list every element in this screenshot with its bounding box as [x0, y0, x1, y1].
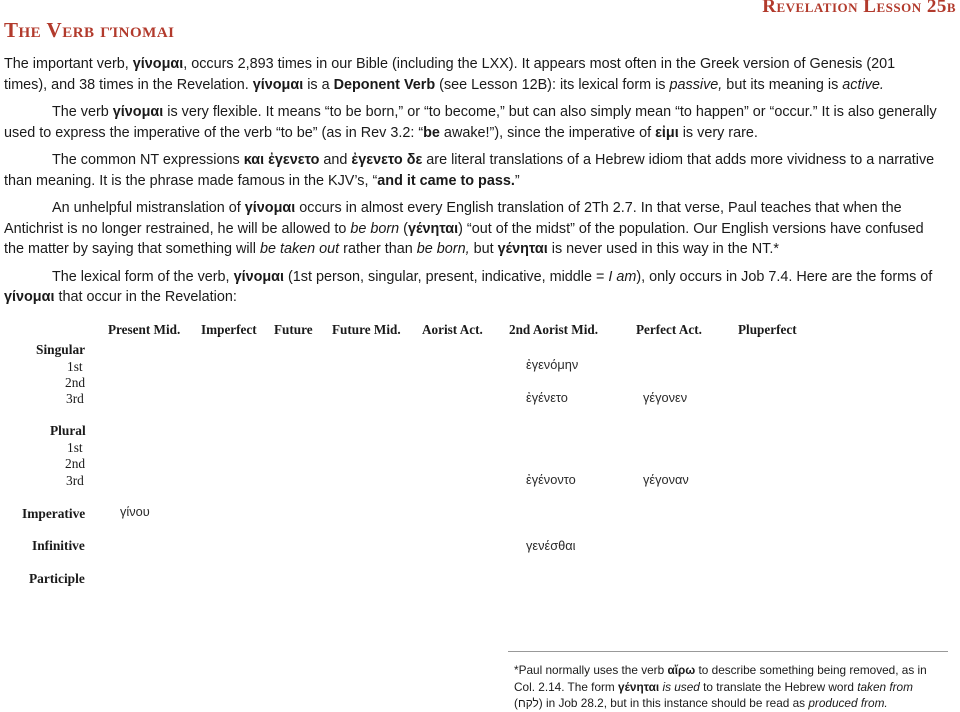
- greek-term: γένηται: [407, 220, 459, 237]
- text-run: (: [399, 220, 408, 237]
- greek-term: γένηται: [497, 241, 548, 257]
- row-label-imperative: Imperative: [22, 506, 86, 521]
- text-run: (see Lesson 12B): its lexical form is: [435, 76, 670, 93]
- text-run: are literal translations of a Hebrew idiom that adds more vividness to a narrative than meaning. It is the phrase made famous in the KJV’s, “: [4, 152, 935, 189]
- text-run: awake!”), since the imperative of: [439, 124, 656, 141]
- body-text: [4, 54, 938, 315]
- col-header-imperfect: Imperfect: [201, 322, 257, 337]
- cell-form: γέγοναν: [643, 472, 689, 487]
- text-run: is never used in this way in the NT.*: [547, 241, 779, 257]
- text-run: (1st person, singular, present, indicative, middle =: [284, 268, 609, 285]
- text-run: is very flexible. It means “to be born,” or “to become,” but can also simply mean “to happen” or “occur.” It is also generally used to express the imperative of the verb “to be” (as in Rev 3.2: “: [4, 104, 937, 141]
- emphasis: I am: [608, 268, 637, 285]
- footnote-divider: [508, 651, 948, 652]
- cell-form: ἐγένετο: [526, 390, 568, 405]
- text-run: ) “out of the midst” of the population. Our English versions have confused the matter by saying that something will: [4, 220, 924, 257]
- row-label-singular-1st: 1st: [67, 359, 83, 374]
- paragraph-4: [4, 198, 938, 260]
- emphasis: and it came to pass.: [377, 172, 515, 189]
- text-run: that occur in the Revelation:: [54, 289, 237, 305]
- paragraph-1: [4, 54, 938, 95]
- row-label-plural-3rd: 3rd: [66, 473, 84, 488]
- cell-form: ἐγενόμην: [526, 357, 579, 372]
- greek-term: και ἐγενετο: [243, 152, 320, 168]
- page-title: The Verb γίνομαι: [4, 18, 175, 42]
- greek-term: γίνομαι: [132, 56, 184, 72]
- emphasis: Deponent Verb: [333, 76, 436, 93]
- text-run: (לקח) in Job 28.2, but in this instance should be read as: [514, 696, 809, 710]
- text-run: An unhelpful mistranslation of: [52, 200, 245, 216]
- lesson-label: Revelation Lesson 25b: [762, 0, 956, 17]
- emphasis: active.: [842, 76, 884, 93]
- text-run: but: [469, 241, 498, 257]
- row-label-infinitive: Infinitive: [32, 538, 85, 553]
- greek-term: γίνομαι: [233, 268, 285, 285]
- greek-term: γίνομαι: [112, 104, 164, 120]
- col-header-present-mid: Present Mid.: [108, 322, 181, 337]
- row-label-singular: Singular: [36, 342, 86, 357]
- cell-form: ἐγένοντο: [526, 472, 576, 487]
- greek-term: γίνομαι: [244, 200, 296, 216]
- emphasis: be born,: [416, 241, 470, 257]
- col-header-future-mid: Future Mid.: [332, 322, 401, 337]
- greek-term: αἴρω: [667, 663, 696, 677]
- cell-form: γενέσθαι: [526, 538, 576, 553]
- greek-term: γίνομαι: [4, 289, 55, 305]
- col-header-2nd-aorist-mid: 2nd Aorist Mid.: [509, 322, 599, 337]
- text-run: The common NT expressions: [52, 152, 244, 168]
- text-run: is a: [303, 76, 334, 93]
- row-label-singular-2nd: 2nd: [65, 375, 86, 390]
- footnote: [514, 662, 944, 712]
- greek-term: γίνομαι: [252, 76, 304, 93]
- emphasis: is used: [662, 679, 700, 694]
- cell-form: γέγονεν: [643, 390, 688, 405]
- text-run: rather than: [339, 241, 417, 257]
- emphasis: passive,: [669, 76, 723, 93]
- greek-term: γένηται: [618, 679, 660, 694]
- row-label-plural-1st: 1st: [67, 440, 83, 455]
- text-run: , occurs 2,893 times in our Bible (including the LXX). It appears most often in the Greek version of Genesis (201 times), and 38 times in the Revelation.: [4, 56, 896, 93]
- text-run: to describe something being removed, as in Col. 2.14. The form: [514, 663, 927, 694]
- col-header-pluperfect: Pluperfect: [738, 322, 797, 337]
- emphasis: be taken out: [259, 241, 340, 257]
- cell-form: γίνου: [120, 504, 150, 519]
- text-run: The important verb,: [4, 56, 133, 72]
- emphasis: produced from.: [808, 696, 888, 710]
- text-run: occurs in almost every English translation of 2Th 2.7. In that verse, Paul teaches that when the Antichrist is no longer restrained, he will be allowed to: [4, 200, 902, 237]
- row-label-singular-3rd: 3rd: [66, 391, 84, 406]
- paradigm-table: [4, 318, 934, 601]
- paragraph-3: [4, 150, 938, 191]
- text-run: *Paul normally uses the verb: [514, 663, 668, 677]
- text-run: to translate the Hebrew word: [699, 679, 858, 694]
- col-header-perfect-act: Perfect Act.: [636, 322, 702, 337]
- emphasis: taken from: [857, 679, 913, 694]
- text-run: The lexical form of the verb,: [52, 268, 234, 285]
- col-header-aorist-act: Aorist Act.: [422, 322, 483, 337]
- greek-term: ἐγενετο δε: [351, 152, 423, 168]
- row-label-plural: Plural: [50, 423, 86, 438]
- emphasis: be born: [350, 220, 400, 237]
- text-run: ), only occurs in Job 7.4. Here are the forms of: [636, 268, 933, 285]
- col-header-future: Future: [274, 322, 313, 337]
- row-label-plural-2nd: 2nd: [65, 456, 86, 471]
- greek-term: εἰμι: [655, 124, 679, 141]
- text-run: but its meaning is: [722, 76, 843, 93]
- text-run: and: [319, 152, 352, 168]
- paragraph-2: [4, 102, 938, 143]
- row-label-participle: Participle: [29, 571, 85, 586]
- text-run: The verb: [52, 104, 113, 120]
- text-run: ”: [514, 172, 520, 189]
- emphasis: be: [423, 124, 440, 141]
- text-run: is very rare.: [678, 124, 758, 141]
- paragraph-5: [4, 267, 938, 308]
